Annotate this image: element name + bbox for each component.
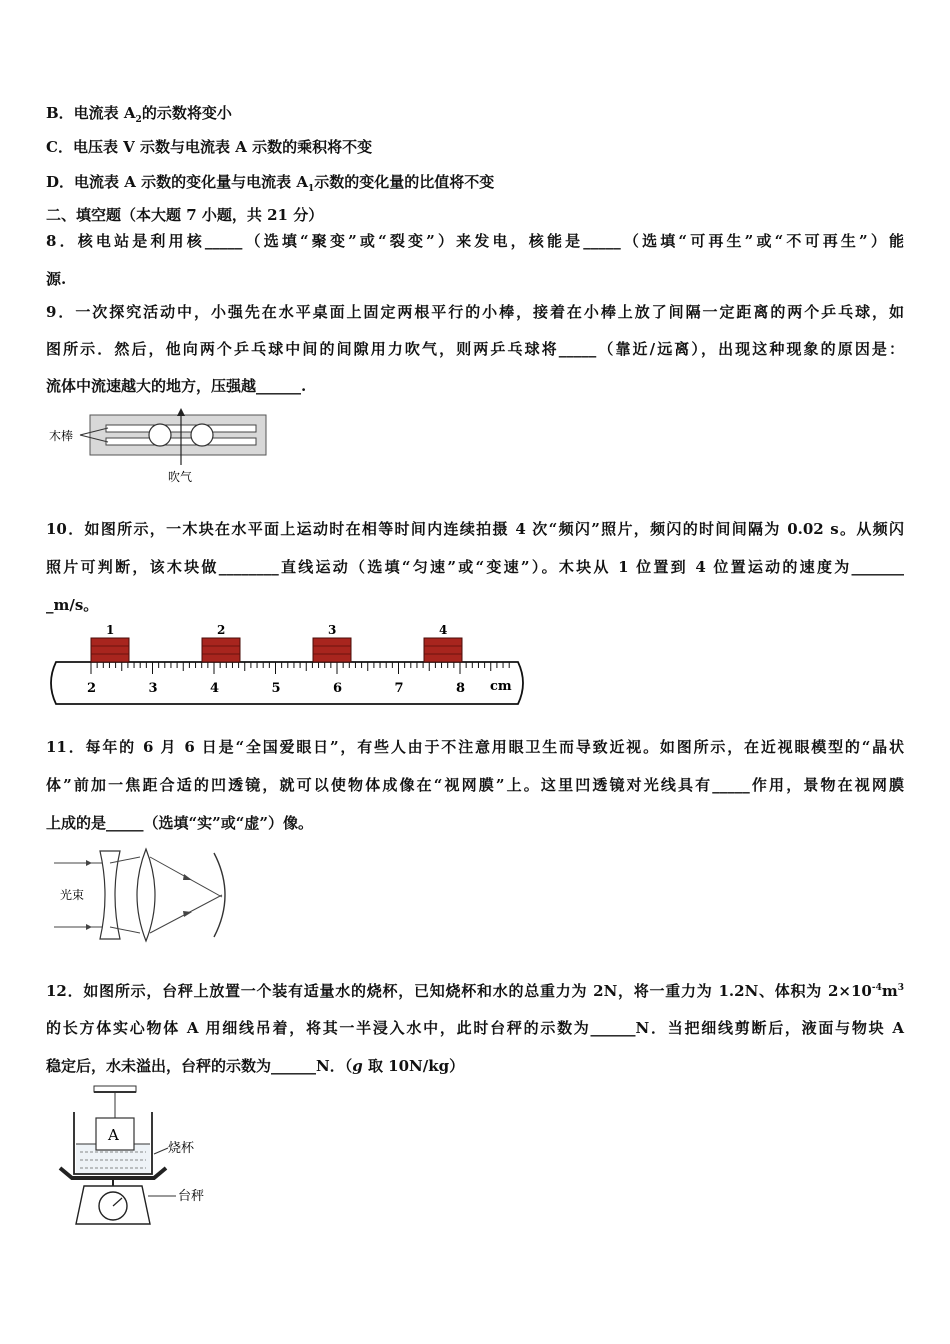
ruler-number: 2 — [87, 681, 97, 696]
q11-arrow-bottom-in — [86, 924, 92, 930]
option-d: D．电流表 A 示数的变化量与电流表 $A_1$示数的变化量的比值将不变 — [46, 173, 495, 194]
q9-ball-left — [149, 424, 171, 446]
q11-arrow-top-in — [86, 860, 92, 866]
q12-scale-figure — [56, 1084, 226, 1230]
q9-ball-right — [191, 424, 213, 446]
q10-line2: 照片可判断，该木块做________直线运动（选填“匀速”或“变速”）。木块从 1 位置到 4 位置运动的速度为_______ — [46, 558, 904, 576]
block-2 — [202, 623, 240, 662]
q11-line3: 上成的是_____（选填“实”或“虚”）像。 — [46, 814, 314, 832]
q12-pointer-beaker — [154, 1148, 168, 1154]
q12-line3: 稳定后，水未溢出，台秤的示数为______N．（g 取 10N/kg） — [46, 1057, 465, 1075]
q11-concave-lens — [100, 851, 120, 939]
q8-line2: 源. — [46, 270, 67, 288]
q10-line3: _m/s。 — [46, 596, 99, 614]
block-1 — [91, 623, 129, 662]
q11-lens-figure — [46, 845, 236, 945]
q9-figure — [46, 405, 276, 487]
block-label: 3 — [328, 623, 337, 637]
block-label: 4 — [439, 623, 448, 637]
block-label: 2 — [217, 623, 226, 637]
q11-arrow-bottom-out — [183, 911, 192, 917]
q9-line3: 流体中流速越大的地方，压强越______. — [46, 377, 307, 395]
q9-line2: 图所示．然后，他向两个乒乓球中间的间隙用力吹气，则两乒乓球将_____（靠近/远离），出现这种现象的原因是： — [46, 340, 904, 358]
option-b: B．电流表 $A_2$的示数将变小 — [46, 104, 232, 125]
q11-convex-lens — [137, 849, 155, 941]
ruler-number: 8 — [456, 681, 466, 696]
q12-label-beaker: 烧杯 — [168, 1141, 195, 1156]
section-title: 二、填空题（本大题 7 小题，共 21 分） — [46, 206, 324, 224]
q9-line1: 9．一次探究活动中，小强先在水平桌面上固定两根平行的小棒，接着在小棒上放了间隔一定距离的两个乒乓球，如 — [46, 303, 904, 321]
ruler-number: 6 — [333, 681, 343, 696]
q10-line1: 10．如图所示，一木块在水平面上运动时在相等时间内连续拍摄 4 次“频闪”照片，频闪的时间间隔为 0.02 s。从频闪 — [46, 520, 904, 538]
q11-label-beam: 光束 — [60, 888, 85, 902]
q9-label-stick: 木棒 — [49, 429, 74, 443]
q12-label-scale: 台秤 — [178, 1189, 205, 1204]
q11-line2: 体”前加一焦距合适的凹透镜，就可以使物体成像在“视网膜”上。这里凹透镜对光线具有_____作用，景物在视网膜 — [46, 776, 904, 794]
ruler-number: 3 — [148, 681, 158, 696]
q9-table-base — [90, 415, 266, 455]
ruler-number: 7 — [394, 681, 404, 696]
q11-line1: 11．每年的 6 月 6 日是“全国爱眼日”，有些人由于不注意用眼卫生而导致近视。如图所示，在近视眼模型的“晶状 — [46, 738, 904, 756]
block-4 — [424, 623, 462, 662]
q10-blocks — [91, 623, 462, 662]
option-c: C．电压表 V 示数与电流表 A 示数的乘积将不变 — [46, 138, 373, 156]
q12-line1: 12．如图所示，台秤上放置一个装有适量水的烧杯，已知烧杯和水的总重力为 2N，将一重力为 1.2N、体积为 $2\times 10^{-4}m^3$ — [46, 982, 904, 1000]
q9-label-blow: 吹气 — [168, 470, 193, 484]
q10-ruler-unit: cm — [490, 679, 512, 694]
q10-ruler-figure — [44, 620, 530, 708]
block-3 — [313, 623, 351, 662]
q9-blow-arrowhead — [177, 408, 185, 416]
ruler-number: 4 — [210, 681, 220, 696]
q12-line2: 的长方体实心物体 A 用细线吊着，将其一半浸入水中，此时台秤的示数为______N．当把细线剪断后，液面与物块 A — [46, 1019, 904, 1037]
q11-retina — [214, 853, 225, 937]
q12-block-label: A — [108, 1126, 119, 1144]
block-label: 1 — [106, 623, 115, 637]
q8-line1: 8．核电站是利用核_____（选填“聚变”或“裂变”）来发电，核能是_____（选填“可再生”或“不可再生”）能 — [46, 232, 904, 250]
ruler-number: 5 — [271, 681, 281, 696]
q11-arrow-top-out — [183, 874, 192, 880]
